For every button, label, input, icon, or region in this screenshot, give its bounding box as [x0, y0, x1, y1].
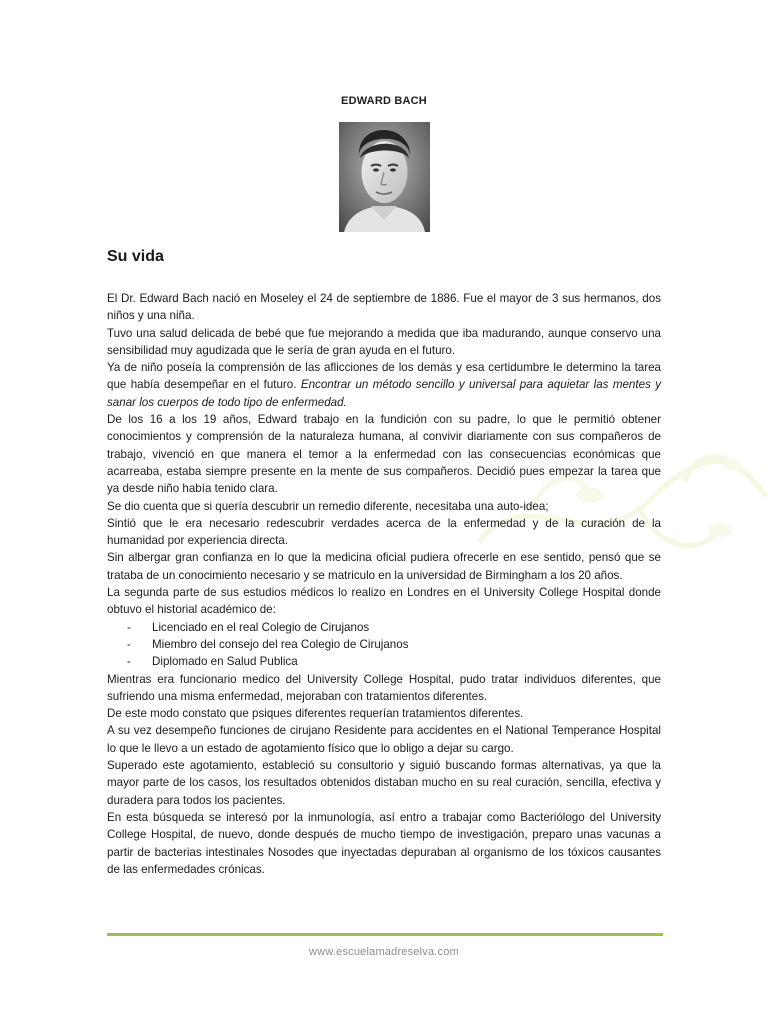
paragraph: El Dr. Edward Bach nació en Moseley el 24 de septiembre de 1886. Fue el mayor de 3 sus hermanos, dos niños y una niña.	[107, 292, 661, 323]
paragraph: Se dio cuenta que si quería descubrir un remedio diferente, necesitaba una auto-idea;	[107, 499, 549, 513]
paragraph: Sin albergar gran confianza en lo que la medicina oficial pudiera ofrecerle en ese sentido, pensó que se trataba de un conocimiento necesario y se matriculo en la universidad de Birmingham a los 20 años.	[107, 551, 661, 582]
paragraph-plain-text: Ya de niño poseía la comprensión de las aflicciones de los demás y esa certidumbre le determino la tarea que había desempeñar en el futuro.	[107, 361, 661, 392]
paragraph: Superado este agotamiento, estableció su consultorio y siguió buscando formas alternativas, ya que la mayor parte de los casos, los resultados obtenidos distaban mucho en su real curación, sencilla, efectiva y duradera para todos los pacientes.	[107, 759, 661, 807]
paragraph-italic-text: Encontrar un método sencillo y universal para aquietar las mentes y sanar los cuerpos de todo tipo de enfermedad.	[107, 378, 662, 409]
paragraph: A su vez desempeño funciones de cirujano Residente para accidentes en el National Temperance Hospital lo que le llevo a un estado de agotamiento físico que lo obligo a dejar su cargo.	[107, 724, 661, 755]
paragraph: En esta búsqueda se interesó por la inmunología, así entro a trabajar como Bacteriólogo del University College Hospital, de nuevo, donde después de mucho tiempo de investigación, preparo unas vacunas a partir de bacterias intestinales Nosodes que inyectadas depuraban al organismo de los tóxicos causantes de las enfermedades crónicas.	[107, 810, 661, 876]
footer-website: www.escuelamadreselva.com	[309, 946, 459, 958]
paragraph: Tuvo una salud delicada de bebé que fue mejorando a medida que iba madurando, aunque conservo una sensibilidad muy agudizada que le sería de gran ayuda en el futuro.	[107, 326, 661, 357]
paragraph: De los 16 a los 19 años, Edward trabajo en la fundición con su padre, lo que le permitió obtener conocimientos y comprensión de la naturaleza humana, al convivir diariamente con sus compañeros de trabajo, vivenció en que manera el temor a la enfermedad con las consecuencias económicas que acarreaba, estaba siempre presente en la mente de sus compañeros. Decidió pues empezar la tarea que ya desde niño había tenido clara.	[107, 413, 661, 496]
paragraph	[107, 359, 661, 411]
paragraph: La segunda parte de sus estudios médicos lo realizo en Londres en el University College Hospital donde obtuvo el historial académico de:	[107, 586, 661, 617]
paragraph: Mientras era funcionario medico del University College Hospital, pudo tratar individuos diferentes, que sufriendo una misma enfermedad, mejoraban con tratamientos diferentes.	[107, 672, 661, 703]
section-heading: Su vida	[107, 248, 164, 265]
credentials-list	[107, 619, 661, 671]
portrait-photo	[339, 122, 430, 232]
list-item: - Licenciado en el real Colegio de Cirujanos	[127, 619, 661, 636]
paragraph: De este modo constato que psiques diferentes requerían tratamientos diferentes.	[107, 707, 524, 721]
footer-divider	[107, 933, 663, 936]
paragraph: Sintió que le era necesario redescubrir verdades acerca de la enfermedad y de la curación de la humanidad por experiencia directa.	[107, 516, 661, 548]
list-item: - Miembro del consejo del rea Colegio de Cirujanos	[127, 636, 661, 653]
body-text	[107, 290, 661, 878]
document-title: EDWARD BACH	[341, 95, 427, 107]
list-item: - Diplomado en Salud Publica	[127, 653, 661, 670]
